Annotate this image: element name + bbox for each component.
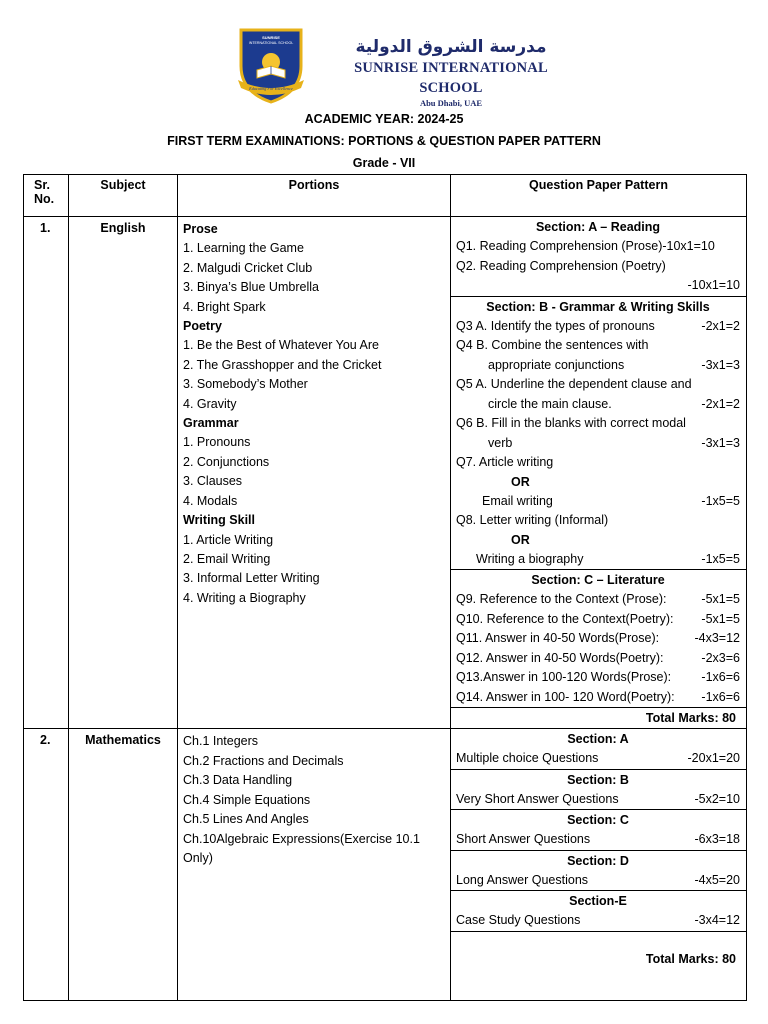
pattern-table-math	[451, 729, 746, 984]
question-line: Q4 B. Combine the sentences with	[456, 338, 649, 352]
sr-no-cell: 1.	[24, 217, 69, 729]
section-b-heading: Section: B - Grammar & Writing Skills	[486, 299, 710, 314]
question-row: Q11. Answer in 40-50 Words(Prose): -4x3=12	[456, 631, 740, 645]
svg-text:INTERNATIONAL SCHOOL: INTERNATIONAL SCHOOL	[248, 41, 294, 45]
school-name-block	[326, 36, 576, 108]
section-e-heading: Section-E	[569, 894, 627, 908]
list-item: 4. Modals	[183, 493, 238, 508]
pattern-cell-math	[451, 729, 747, 1001]
marks: -10x1=10	[687, 278, 740, 292]
section-a-heading: Section: A	[567, 732, 629, 746]
section-d-heading: Section: D	[567, 853, 629, 868]
section-c-heading: Section: C – Literature	[531, 573, 665, 587]
school-name: SUNRISE INTERNATIONAL SCHOOL	[354, 60, 548, 96]
school-location: Abu Dhabi, UAE	[419, 98, 483, 108]
portions-table	[23, 174, 747, 1001]
pattern-cell-english	[451, 217, 747, 729]
list-item: 3. Informal Letter Writing	[183, 571, 320, 586]
school-name-arabic: مدرسة الشروق الدولية	[355, 37, 547, 57]
section-a-heading: Section: A – Reading	[535, 220, 661, 234]
list-item: Ch.5 Lines And Angles	[183, 812, 309, 826]
list-item: Ch.1 Integers	[183, 734, 259, 748]
svg-text:SUNRISE: SUNRISE	[262, 35, 280, 40]
svg-text:Educating For Excellence: Educating For Excellence	[249, 86, 293, 91]
list-item: Ch.4 Simple Equations	[183, 792, 311, 807]
list-item: Ch.3 Data Handling	[183, 773, 293, 787]
question-row: circle the main clause. -2x1=2	[488, 396, 740, 411]
list-item: 1. Pronouns	[183, 435, 251, 450]
question-line: Q6 B. Fill in the blanks with correct modal	[456, 416, 686, 430]
question-row: Long Answer Questions -4x5=20	[456, 872, 740, 887]
subject-cell: Mathematics	[69, 729, 178, 1001]
question-line: Q5 A. Underline the dependent clause and	[456, 377, 692, 391]
school-header	[0, 26, 768, 106]
question-row: Multiple choice Questions -20x1=20	[456, 751, 740, 765]
portions-cell-math	[178, 729, 451, 1001]
question-line: Q8. Letter writing (Informal)	[456, 513, 609, 527]
list-item: 4. Gravity	[183, 396, 237, 411]
question-row: Q14. Answer in 100- 120 Word(Poetry): -1x6=6	[456, 689, 740, 704]
pattern-table-english	[451, 217, 746, 728]
list-item: 3. Somebody’s Mother	[183, 377, 308, 392]
list-item: Ch.10Algebraic Expressions(Exercise 10.1	[183, 831, 420, 846]
academic-year: ACADEMIC YEAR: 2024-25	[304, 112, 464, 126]
table-row-english	[24, 217, 747, 729]
list-item: Only)	[183, 851, 213, 865]
table-row-math	[24, 729, 747, 1001]
question-row: Writing a biography -1x5=5	[476, 551, 740, 566]
portions-cell-english	[178, 217, 451, 729]
list-item: 2. Conjunctions	[183, 454, 270, 469]
grammar-heading: Grammar	[183, 416, 239, 431]
question-row: Q3 A. Identify the types of pronouns -2x1=2	[456, 318, 740, 333]
section-b-heading: Section: B	[567, 772, 629, 787]
sr-no-cell: 2.	[24, 729, 69, 1001]
header-question-pattern: Question Paper Pattern	[451, 175, 747, 217]
or-label: OR	[511, 474, 530, 489]
header-sr-no: Sr. No.	[24, 175, 69, 217]
total-marks-english: Total Marks: 80	[645, 711, 736, 725]
list-item: 3. Binya’s Blue Umbrella	[183, 280, 319, 295]
question-row: Q13.Answer in 100-120 Words(Prose): -1x6=6	[456, 670, 740, 684]
list-item: 1. Learning the Game	[183, 241, 304, 256]
question-row: Email writing -1x5=5	[482, 493, 740, 508]
question-row: appropriate conjunctions -3x1=3	[488, 357, 740, 372]
table-header-row	[24, 175, 747, 217]
list-item: 3. Clauses	[183, 474, 243, 489]
list-item: 2. Malgudi Cricket Club	[183, 260, 313, 275]
question-row: Q12. Answer in 40-50 Words(Poetry): -2x3=6	[456, 650, 740, 665]
list-item: 2. The Grasshopper and the Cricket	[183, 357, 382, 372]
question-line: Q7. Article writing	[456, 455, 554, 469]
question-row: verb -3x1=3	[488, 435, 740, 450]
subject-cell: English	[69, 217, 178, 729]
header-subject: Subject	[69, 175, 178, 217]
list-item: 2. Email Writing	[183, 551, 271, 566]
section-c-heading: Section: C	[567, 813, 629, 827]
grade-label: Grade - VII	[352, 156, 416, 170]
question-row: Very Short Answer Questions -5x2=10	[456, 791, 740, 806]
school-crest-logo	[235, 26, 307, 104]
list-item: 1. Be the Best of Whatever You Are	[183, 338, 379, 353]
question-row: Case Study Questions -3x4=12	[456, 913, 740, 927]
list-item: 4. Bright Spark	[183, 299, 266, 314]
question-line: Q1. Reading Comprehension (Prose)-10x1=10	[456, 239, 715, 253]
list-item: Ch.2 Fractions and Decimals	[183, 753, 344, 768]
header-portions: Portions	[178, 175, 451, 217]
list-item: 4. Writing a Biography	[183, 590, 306, 605]
document-titles	[0, 108, 768, 174]
exam-title: FIRST TERM EXAMINATIONS: PORTIONS & QUESTION PAPER PATTERN	[167, 134, 601, 148]
question-row: Short Answer Questions -6x3=18	[456, 832, 740, 846]
prose-heading: Prose	[183, 222, 218, 236]
question-row: Q10. Reference to the Context(Poetry): -5x1=5	[456, 611, 740, 626]
or-label: OR	[511, 532, 530, 547]
question-row: Q9. Reference to the Context (Prose): -5x1=5	[456, 592, 740, 606]
question-line: Q2. Reading Comprehension (Poetry)	[456, 258, 666, 273]
writing-heading: Writing Skill	[183, 513, 255, 528]
poetry-heading: Poetry	[183, 319, 222, 334]
list-item: 1. Article Writing	[183, 532, 274, 547]
total-marks-math: Total Marks: 80	[645, 951, 736, 966]
